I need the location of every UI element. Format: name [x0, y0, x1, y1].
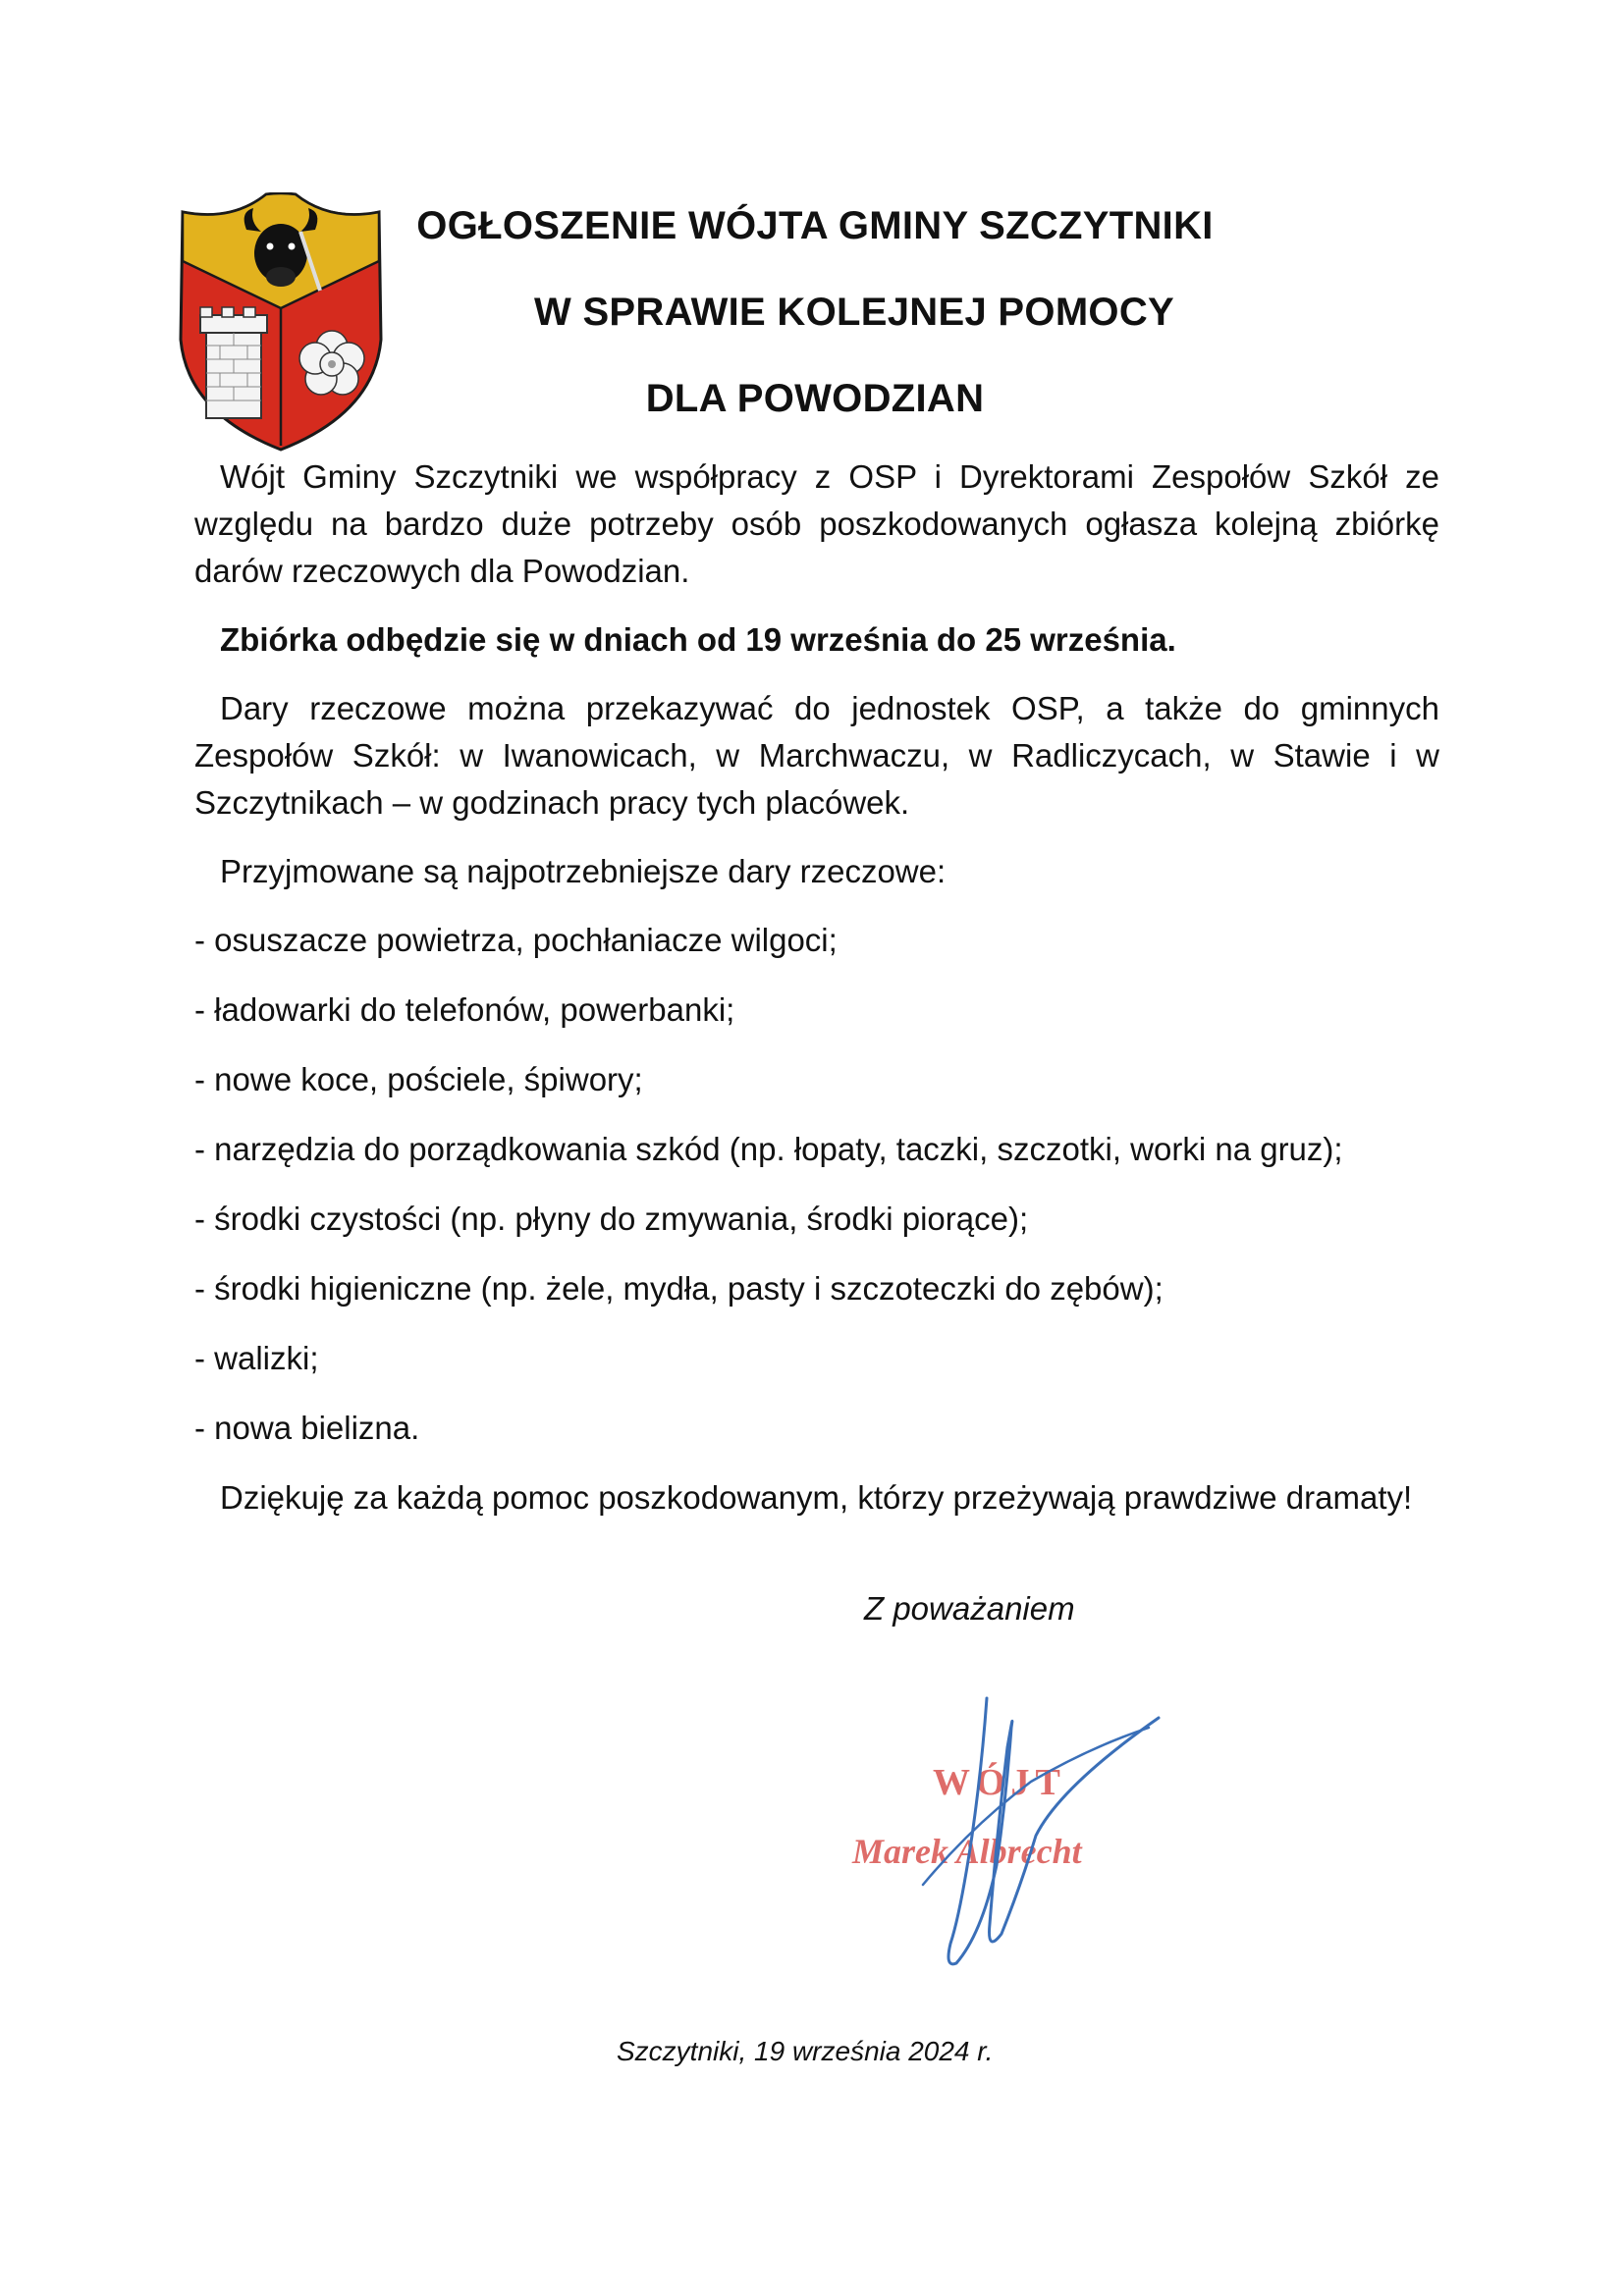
intro-paragraph: Wójt Gminy Szczytniki we współpracy z OSP i Dyrektorami Zespołów Szkół ze względu na bardzo duże potrzeby osób poszkodowanych ogłasza kolejną zbiórkę darów rzeczowych dla Powodzian. [194, 458, 1439, 589]
announcement-body [194, 454, 1439, 1543]
place-and-date: Szczytniki, 19 września 2024 r. [617, 2036, 994, 2066]
title-line-1: OGŁOSZENIE WÓJTA GMINY SZCZYTNIKI [416, 204, 1214, 247]
items-list [194, 917, 1439, 1452]
list-item: - środki czystości (np. płyny do zmywania, środki piorące); [194, 1201, 1029, 1237]
list-item: - środki higieniczne (np. żele, mydła, pasty i szczoteczki do zębów); [194, 1270, 1164, 1307]
list-item: - walizki; [194, 1340, 319, 1376]
thanks-paragraph: Dziękuję za każdą pomoc poszkodowanym, którzy przeżywają prawdziwe dramaty! [220, 1479, 1413, 1516]
stamp-and-signature [835, 1688, 1168, 1983]
dates-paragraph: Zbiórka odbędzie się w dniach od 19 września do 25 września. [220, 621, 1176, 658]
accepted-paragraph: Przyjmowane są najpotrzebniejsze dary rzeczowe: [220, 853, 947, 889]
list-item: - narzędzia do porządkowania szkód (np. łopaty, taczki, szczotki, worki na gruz); [194, 1131, 1343, 1167]
list-item: - nowa bielizna. [194, 1410, 420, 1446]
stamp-line-2: Marek Albrecht [852, 1832, 1082, 1871]
title-line-3: DLA POWODZIAN [645, 377, 985, 420]
closing-text: Z poważaniem [864, 1590, 1075, 1627]
where-paragraph: Dary rzeczowe można przekazywać do jednostek OSP, a także do gminnych Zespołów Szkół: w Iwanowicach, w Marchwaczu, w Radliczycach, w Stawie i w Szczytnikach – w godzinach pracy tych placówek. [194, 690, 1439, 821]
list-item: - ładowarki do telefonów, powerbanki; [194, 991, 735, 1028]
stamp-line-1: WÓJT [933, 1762, 1066, 1803]
list-item: - nowe koce, pościele, śpiwory; [194, 1061, 643, 1097]
coat-of-arms-icon [173, 192, 389, 454]
list-item: - osuszacze powietrza, pochłaniacze wilgoci; [194, 922, 838, 958]
title-line-2: W SPRAWIE KOLEJNEJ POMOCY [533, 291, 1175, 334]
